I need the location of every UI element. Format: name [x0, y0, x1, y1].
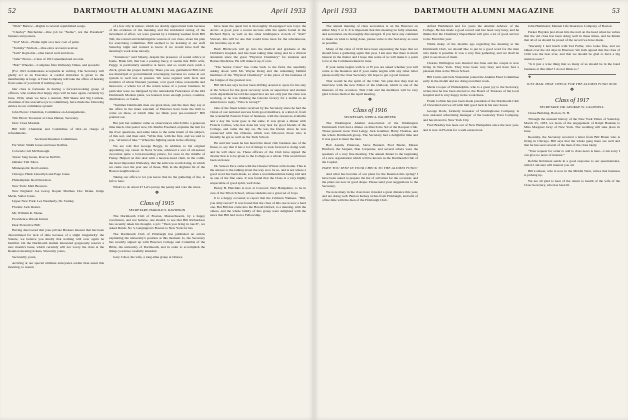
- paragraph: One of the finest letters received by the Secretary since he had the vision of our national success from good members, is a kind of, from the wonderful Eastern Trust of business, with the resources available and a day the work goes at the same. It was given a dinner with Francis Collins, who has done his very best for good friends of the College, and came the day on. He was the friend, since he was connected with the Orleans, which was followed, those who is friendly he got so well on the Tuck School.: [210, 106, 306, 140]
- paragraph: of a few oily in nature, which we doubly appreciated both because of the evidence of the meaning and the incidental saving of the increment of effort, we were greeted by a brisking weaken from Bill Taft, the rotund and indefatigable veteran of our class, about his plan for exercising committee. Bill seemed to be learning at our staff Saturday night and wanted to know if we would have half the morning's work done already.: [109, 24, 205, 54]
- right-page-header: [322, 6, 620, 23]
- paragraph: The annual meeting of class secretaries is on the Hanover on either May 5 or 6. It is important that this meeting be fully attended, and secretaries are thoroughly discouraged. If you have any comment to make on what is being done, please write to the Secretary as soon as possible.: [322, 24, 418, 45]
- right-page-number: 53: [612, 6, 620, 15]
- divider: ❖: [528, 74, 616, 79]
- paragraph: New York: Matt Bronson.: [12, 183, 48, 188]
- paragraph: We are told that George Boggs, in addition to his original appointing cap career in Nova Scotia, achieved a sort of all-season avocation quite a lord-exceeding prince, for once in the middle of Fanny. Helped on this deal with a head-to-head chair, in the comb, the most important Wellesley, that the sum was worth doing, in which we came over the year one of those, Bill, in the slightest bit of the Boston neighborhood.: [109, 143, 205, 174]
- left-page-columns: [8, 24, 306, 416]
- paragraph: Gary Cabot, his wife, a long-time group at Ottawa.: [113, 254, 183, 259]
- right-page: [314, 0, 628, 420]
- paragraph: Secretarily yours,: [12, 255, 37, 260]
- paragraph: Recently, the Secretary received a letter from Bill Braun who is living in Chicago. Bill says that the whole gang there are well and that he has seen several of the men of the class lately.: [524, 135, 620, 148]
- paragraph: Bill Lamson, who is now in the Middle West, writes that business is picking up.: [524, 169, 620, 178]
- paragraph: The Dartmouth Club of Boston, Massachusetts, by a happy conclusion, and not believe, one should, to see that Bill Richardson has recently taken his thought, a job: “Then you bring in touch”, we asked Dutch. No 3, Gaigington's Boston to New York for his.: [109, 213, 205, 231]
- paragraph: Philadelphia: Red Davidson.: [12, 177, 52, 182]
- paragraph: And what has become of our plans for the Reunion this spring? I have been asked to prepare the list of activities for the occasion, and the plans are now in good shape. Please send your suggestions to the Secretary.: [322, 171, 418, 189]
- paragraph: If your name begins with G or H you are asked whether you will come to the Reunion and if your name begins with any other letter please notify the class Secretary. We hope to get a good turnout.: [322, 65, 418, 78]
- paragraph: “John” Pierce—Class of 1915 unauthorized records.: [12, 57, 84, 62]
- paragraph: Dr. Seneca Pace came with the Chester Wilson at his home. This is the answer to the talking about the way as to be so, and is not where a good word has been made, so often a recommendation being told and as one of the fine ones. It was found that the Class is a very highly respectable of good spirit, well done.: [210, 163, 306, 185]
- paragraph: “The Senior Class” has come back to the field, the assembly asking about with Mr. Wayne Kraig and the remaining faithful members of the “Physical Chemistry” at the place of the business of the fatigue of the greatest war.: [210, 65, 306, 82]
- paragraph: Bill Taft: Chairman and Committee of Old—in charge of refreshments.: [8, 127, 104, 136]
- left-page-header: [8, 6, 306, 23]
- paragraph: We are all glad to hear of the return to health of the wife of the Class Secretary, who has been ill.: [524, 179, 620, 188]
- paragraph: Bill Curtis and Jack Waterman joined the Alumni Fund Committee early in the month and are doing excellent work.: [423, 75, 519, 84]
- paragraph: Herb Hitchcock will go into the medical and graduate at the Children's hospital, and has been taking time along and be a clinical attendant since the great “Physical Chemistry” for students and Barnes Medicine. He will make it up, if ever.: [210, 46, 306, 64]
- paragraph: Mr. William R. Shane,: [12, 210, 43, 215]
- paragraph: Dear Protective Bill:: [12, 222, 41, 227]
- paragraph: Henry B. Hutchins is now at Concord, New Hampshire, to be in care of the Tilton School, whose students are a great set of boys.: [210, 186, 306, 195]
- paragraph: John Pierce: Chairman, Committee on Arrangements.: [12, 109, 86, 114]
- left-column-2: [109, 24, 205, 416]
- paragraph: Omaha: Tim Tabor.: [12, 160, 39, 165]
- ornament-icon: ❖: [367, 97, 373, 103]
- paragraph: Alfred Hammond and for years the Alumni Advisor of the College. He has made a good record and has been very busy, and he thinks that the Chemistry Department will give a lot of good service to the Fund this year.: [423, 24, 519, 41]
- paragraph: “Is it just a wise thing that so many of us should be in the bond business at this time? I do not think so.”: [524, 62, 620, 71]
- paragraph: Bob Austin, Emerson, Steve Bennett, Fred Beebe, Mason Hanford, the Sargent, Dan Carpenter, and several others were the speakers of a very fine meeting. The annual dinner is the beginning of a new organization which will be known as the Dartmouth Club of the Capital.: [322, 143, 418, 165]
- paragraph: “Tarnation,” said Smarty, despite the presence of sound advice at home. Bank bill, that last a passing fancy, it seems that Bill's wife, Peggy, is particularly sensitive at heart, and so could even catch a chick, given the proper motivity. There you are, gentlemen! Bill can't see municipal or governmental sovereignty, because no cause in our system is well lost at present. We were regaled with facts and statistics of whole Western yeomen, a lot good value, reasonable and moreover, a whole lot of the return sense of a power business. In particular were we intrigued by the remarkable Federation of the Old Dartmouth Modern plans, we learned, have enough power, counties, distributors, or bonds.: [109, 55, 205, 102]
- paragraph: Chase Building, Boston, N. H.: [528, 110, 571, 115]
- paragraph: Robbie Robinson sends in a good response to our questionnaire, which I am sure will interest you all.: [524, 159, 620, 168]
- paragraph: have been the quest but is thoroughly ill-equipped was Capt. the Arctic. A good year a recent success with the spirits found in the Richard Byrd, as well as the other intelligence crowds of “Roll” Stewart, this will be one that would have been for the adventurous, his last time, up at all.: [210, 24, 306, 45]
- left-page-number: 52: [8, 6, 16, 15]
- class-secretary: SECRETARY, DR. GEORGE W. CALDWELL: [539, 104, 605, 109]
- paragraph: The Washington Alumni Association of the Washington Dartmouth Club had a dinner on March the 3rd at the Racquet Club. Those present were: Paul Lengy, Jack Gauthier, Harry Thomas, and the whole Dartmouth group. The Secretary had a delightful time and it was good to meet the men.: [322, 120, 418, 142]
- left-column-1: [8, 24, 104, 416]
- paragraph: “Tommy” Nichols—One extra account receiver.: [12, 45, 79, 50]
- paragraph: Upper New York: Les Weatherly, Dr. Swisky.: [12, 199, 75, 204]
- left-column-3: [210, 24, 306, 416]
- paragraph: Taking our office to let you know that he the gathering of the, is left to here.: [109, 174, 205, 184]
- alumni-fund-notice: JUST MAIL THAT CHECK FOR THE ALUMNI FUND NOW.: [526, 82, 618, 87]
- paragraph: Arriving at our special ultimate annoyance earlier than usual this morning, to reason: [8, 260, 104, 270]
- right-column-3: [524, 24, 620, 416]
- paragraph: John Hammond, Manual Life Insurance Company of Boston.: [528, 24, 613, 28]
- paragraph: Through the unusual history of the New York Times of Saturday, March 25, 1933, we learn of the engagement of Ralph Haskins to Miss Margaret Gray of New York. The wedding will take place in June.: [524, 116, 620, 134]
- paragraph: Frank Collins has just been made president of the Dartmouth Club of Cleveland and we all wish him good luck in his new honor.: [423, 99, 519, 108]
- paragraph: Merle Cooper of Philadelphia, who is a great joy to the Secretary, writes that he has been elected to the Board of Trustees of the local hospital and is very happy in the work there.: [423, 85, 519, 98]
- class-secretary: SECRETARY, HAROLD S. DAVIDSON: [128, 207, 186, 212]
- paragraph: Texas: Stag Green, Roscoe DeWitt.: [12, 154, 61, 159]
- paragraph: Our class is fortunate in having a forward-looking group of officers, who realize that happy days will be here again, certainly by June, 1934, when we have a reunion. Bill Skene and Sig Larmon, chairman of the executive (or is committee), have made the following entries in our committee system:: [8, 87, 104, 108]
- left-magazine-title: DARTMOUTH ALUMNI MAGAZINE: [73, 6, 214, 15]
- paragraph: Sectional Reunion Committees: [34, 137, 78, 142]
- paragraph: That would be the spirit of the Club. We plan that they had an interview with the new Editor of the Outlook, which is one of the interests of the occasion. This Club and the members will be very glad to have them at the April meeting.: [322, 79, 418, 96]
- paragraph: “Dick” Barlow—Rights to several republished songs.: [12, 24, 86, 28]
- class-secretary: SECRETARY, JOHN A. PALMETER: [344, 114, 396, 119]
- paragraph: Florida: Jack Dexter.: [12, 205, 41, 210]
- paragraph: While many of the months ago regarding the meeting at the Dartmouth Club, we should like to put in a good word for the men who made it possible. It was a very fine gathering, and we shall be glad to see more of them.: [423, 42, 519, 60]
- paragraph: Charles Wellington was married last June and the couple is now living in New York. They have been very busy and have had a pleasant time at the Tilton School.: [423, 60, 519, 74]
- paragraph: The Dartmouth Club of Pittsburgh has published an article explaining the university's position at this moment. Is, the Secretary has recently signed up with Hanover College and Columbia of the Bible, the university of Dartmouth, and in order to accomplish the things you have carefully attended.: [109, 232, 205, 253]
- paragraph: Don: Class Marshal.: [12, 121, 41, 126]
- right-magazine-title: DARTMOUTH ALUMNI MAGAZINE: [414, 6, 555, 15]
- class-heading: Class of 1915: [139, 199, 175, 207]
- right-column-2: [423, 24, 519, 416]
- paragraph: “Summer Dartmouth men are great men, and the men they say at the office in the inner sanctum of Hanover have been the mill to come on there, at which time we think your pre-rounded,” Bill pointed out.: [109, 102, 205, 120]
- paragraph: Parker Hayden just about hits the nail on the head when he writes that the old class has been doing well in these times, and he thinks that all of us should be proud of the record we have made.: [524, 29, 620, 43]
- paragraph: “Bob” Wheeler—Complete files Wellesley Times, and sporadic.: [12, 62, 101, 67]
- paragraph: Fred Bradley has been out of New Hampshire since the new year, and is now in Florida for a well-earned rest.: [423, 123, 519, 132]
- right-column-1: [322, 24, 418, 416]
- ornament-icon: ❖: [154, 190, 160, 196]
- paragraph: “Charley” Batchelder—One job lot “Nemo”, not the President” banners and posters.: [8, 29, 104, 38]
- paragraph: Many of the class of 1916 have been expressing the hope that we should have a gathering again this year. I am sure that there is much interest in the matter and I hope that some of us will make it a point to be at the Commencement in June.: [322, 46, 418, 64]
- paragraph: “Ted” Moir—Flame right on a new coat of paint.: [12, 39, 80, 44]
- paragraph: Far West: Smith Jones and Isaac Rollins.: [12, 142, 69, 147]
- paragraph: Bill McLure says he has been drifting around to spots for his stay at the School for the great recovery work as supervisor and student work department he told the supervisor are not only just the class was working, or he was thinking the Lincoln factory for a leaflet as an American to reply, “Who is wrong?”: [210, 83, 306, 105]
- paragraph: “Sam” Reynolds—One barrel well and more.: [12, 51, 75, 56]
- paragraph: We note many in the class have traveled a great distance this year, and are doing well. Burton Kelsey writes from Pittsburgh, and tells of a fine time with the men of the Pittsburgh Club.: [322, 190, 418, 203]
- paragraph: What's to do about it? Let's put up the penny and vote the wires.: [113, 184, 202, 189]
- paragraph: “Your request for order to add to class news is here—I am sorry I can give no news of interest.”: [524, 149, 620, 158]
- right-page-columns: [322, 24, 620, 416]
- paragraph: Having discovered that your private Brokers interest that has been discontinued for lack of time because of a slight irregularity: the Statute, we believe you kindly that nothing will ever again be harmful. On the Dartmouth alumni interested gorgeously reserve a new month's issue, which certainly will not worry the class at the Reunion meeting tickets, Sincerely yours,: [8, 228, 104, 254]
- paragraph: But just her summer came as observances which little a generous time much. Our pastor now, Dr. Merlin Freeland, explains the belt for the river questions, and same ideas to the same intent of the subject, of this sort, and then said, “Write that, with the first, and we said to you, ‘all kind of like.’” When the fighting sends in the offering.: [109, 121, 205, 143]
- ornament-icon: ❖: [569, 87, 575, 93]
- paragraph: Minneapolis: Red Landon.: [12, 166, 49, 171]
- paragraph: (For 1915 nominations acceptable in writing. The Secretary will gladly act as an Executor. A cordial invitation is given to the membership at large. A Trust Company will take the office of hearing from some of you birds if nothing else.): [8, 68, 104, 86]
- paragraph: Providence, Rhode Island.: [12, 216, 49, 221]
- paragraph: Tim Tilton: Treasurer at Class Dinner, Secretary.: [12, 115, 79, 120]
- class-heading: Class of 1916: [352, 106, 388, 114]
- paragraph: New England: Joe Gorsy, Ropeir Matthes, Doc Drake, Judge Merle, Sailor Jones.: [8, 189, 104, 198]
- paragraph: It is a happy occasion to report that the Crimson Yankees. “Bill, you dirty rascal!” It was found that the class of this one is now a hard one. But Bill has come into the Harold Oxford, to a meeting, with the others, and the whole family of this group were delighted with the news that Bill had won a Fellowship.: [210, 196, 306, 218]
- paragraph: Colorado: Gil McDonough.: [12, 148, 51, 153]
- paragraph: George Dock, formerly treasurer of Westinghouse Company, is now assistant advertising manager of the Guaranty Trust Company, and has moved to New York City.: [423, 109, 519, 122]
- right-issue-date: April 1933: [322, 6, 357, 15]
- class-heading: Class of 1917: [554, 96, 590, 104]
- paragraph: Chicago: Hank Llewellyn and Page Jones.: [12, 171, 71, 176]
- paragraph: HAVE YOU SENT IN YOUR CHECK TO THE ALUMNI FUND?: [322, 165, 418, 170]
- left-issue-date: April 1933: [271, 6, 306, 15]
- paragraph: He said last week he has heard the latest club business one of the finest, to say that it has a lot of things to look forward to doing well, and he will show us. These officers of the Club have signed the charter that is to be given to the College as a whole. This would have been an honor.: [210, 141, 306, 163]
- paragraph: “Recently I had lunch with Ted Fuller, who looks fine, and we talked over the old days in Hanover. We both agreed that the class of 1916 was the best ever, and that we should be glad to have a big reunion soon.”: [524, 44, 620, 61]
